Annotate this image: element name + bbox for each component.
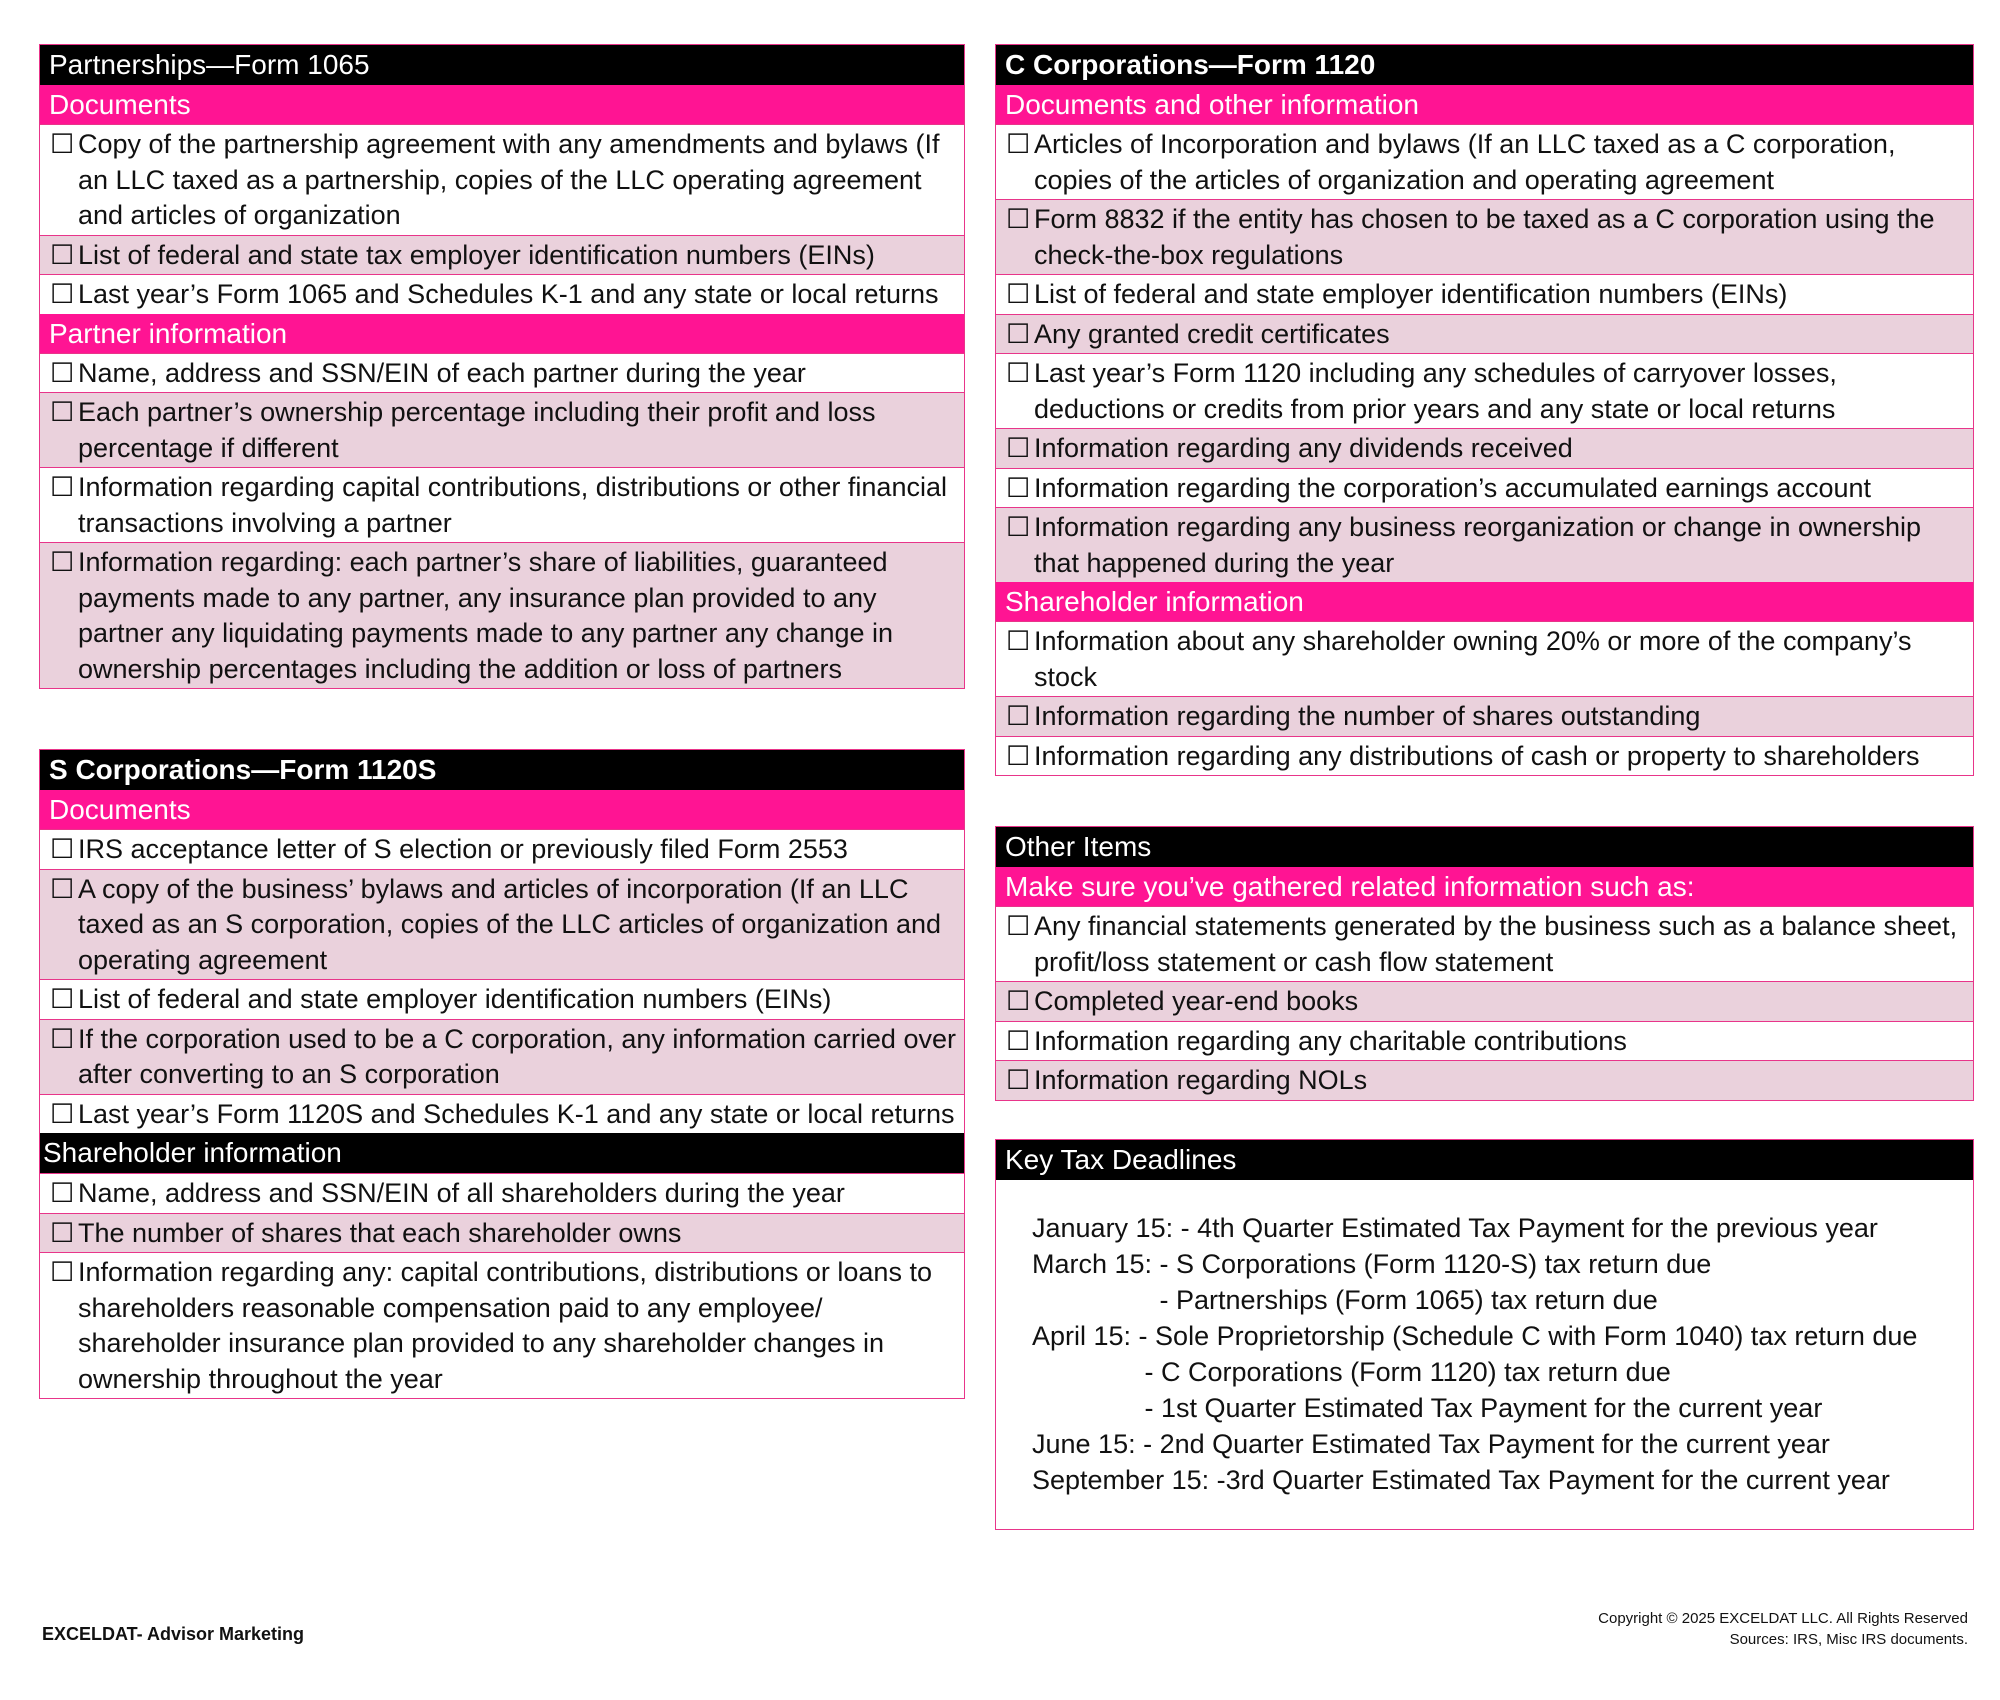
checklist-item — [40, 869, 964, 980]
checkbox-icon[interactable]: ☐ — [50, 984, 75, 1014]
checklist-item-text: List of federal and state employer identification numbers (EINs) — [1034, 279, 1788, 309]
other-items-card — [995, 826, 1974, 1101]
checklist-item-text: Completed year-end books — [1034, 986, 1359, 1016]
checklist-item-text: Last year’s Form 1120S and Schedules K-1 and any state or local returns — [78, 1098, 955, 1129]
checklist-item — [40, 235, 964, 275]
checklist-item-text: IRS acceptance letter of S election or previously filed Form 2553 — [78, 834, 848, 864]
checklist-item-text: Form 8832 if the entity has chosen to be taxed as a C corporation using the check-the-box regulations — [1034, 204, 1935, 270]
partnerships-documents-heading: Documents — [40, 85, 964, 124]
checklist-item-text: Information regarding: each partner’s share of liabilities, guaranteed payments made to any partner, any insurance plan provided to any partner any liquidating payments made to any partner any change in ownership percentages including the addition or loss of partners — [78, 547, 894, 684]
checkbox-icon[interactable]: ☐ — [50, 129, 75, 159]
deadline-line: April 15: - Sole Proprietorship (Schedule C with Form 1040) tax return due — [1032, 1321, 1918, 1351]
checklist-item — [996, 353, 1973, 428]
checklist-item-text: List of federal and state tax employer identification numbers (EINs) — [78, 239, 875, 270]
checklist-item — [996, 621, 1973, 696]
checkbox-icon[interactable]: ☐ — [50, 873, 75, 904]
checklist-item — [996, 124, 1973, 199]
checkbox-icon[interactable]: ☐ — [50, 239, 75, 270]
checkbox-icon[interactable]: ☐ — [50, 1257, 75, 1287]
footer-copyright-block — [1598, 1608, 1968, 1650]
checkbox-icon[interactable]: ☐ — [1006, 472, 1031, 503]
s-corp-documents-heading: Documents — [40, 790, 964, 829]
c-corp-title: C Corporations—Form 1120 — [996, 45, 1973, 85]
deadline-line: January 15: - 4th Quarter Estimated Tax Payment for the previous year — [1032, 1213, 1878, 1243]
checklist-item-text: Articles of Incorporation and bylaws (If an LLC taxed as a C corporation, copies of the articles of organization and operating agreement — [1034, 129, 1896, 195]
checklist-item-text: Any granted credit certificates — [1034, 318, 1390, 349]
checklist-item — [40, 1094, 964, 1134]
checklist-item-text: Last year’s Form 1065 and Schedules K-1 and any state or local returns — [78, 279, 939, 309]
checklist-item-text: Information regarding NOLs — [1034, 1065, 1368, 1095]
checkbox-icon[interactable]: ☐ — [1006, 129, 1031, 159]
checkbox-icon[interactable]: ☐ — [50, 279, 75, 309]
s-corp-title: S Corporations—Form 1120S — [40, 750, 964, 790]
checklist-item — [40, 1252, 964, 1398]
checklist-item — [996, 314, 1973, 354]
checklist-item — [996, 507, 1973, 582]
checklist-item-text: Information regarding any business reorganization or change in ownership that happened during the year — [1034, 512, 1922, 578]
deadlines-title: Key Tax Deadlines — [996, 1140, 1973, 1180]
checklist-item — [996, 199, 1973, 274]
checklist-item-text: Last year’s Form 1120 including any schedules of carryover losses, deductions or credits from prior years and any state or local returns — [1034, 358, 1837, 424]
s-corp-shareholder-heading: Shareholder information — [40, 1133, 964, 1173]
deadline-line: - Partnerships (Form 1065) tax return due — [1032, 1285, 1658, 1315]
checklist-item-text: Information regarding any charitable contributions — [1034, 1025, 1627, 1056]
checklist-item — [40, 353, 964, 393]
checklist-item — [40, 392, 964, 467]
checkbox-icon[interactable]: ☐ — [50, 1098, 75, 1129]
checkbox-icon[interactable]: ☐ — [50, 1023, 75, 1054]
checklist-item-text: Information about any shareholder owning 20% or more of the company’s stock — [1034, 626, 1912, 692]
checkbox-icon[interactable]: ☐ — [1006, 701, 1031, 731]
checkbox-icon[interactable]: ☐ — [1006, 204, 1031, 234]
c-corp-shareholder-heading: Shareholder information — [996, 582, 1973, 621]
checklist-item-text: The number of shares that each shareholder owns — [78, 1217, 682, 1248]
checklist-item — [996, 696, 1973, 736]
checklist-item — [996, 1060, 1973, 1100]
checkbox-icon[interactable]: ☐ — [1006, 279, 1031, 309]
partner-information-heading: Partner information — [40, 314, 964, 353]
deadline-line: - C Corporations (Form 1120) tax return due — [1032, 1357, 1671, 1387]
checklist-item-text: A copy of the business’ bylaws and articles of incorporation (If an LLC taxed as an S corporation, copies of the LLC articles of organization and operating agreement — [78, 873, 942, 975]
checklist-item — [40, 274, 964, 314]
checklist-item — [40, 124, 964, 235]
footer-brand: EXCELDAT- Advisor Marketing — [42, 1624, 305, 1644]
checkbox-icon[interactable]: ☐ — [1006, 1025, 1031, 1056]
checkbox-icon[interactable]: ☐ — [1006, 358, 1031, 388]
checkbox-icon[interactable]: ☐ — [1006, 433, 1031, 463]
checklist-item — [996, 1021, 1973, 1061]
checkbox-icon[interactable]: ☐ — [1006, 318, 1031, 349]
checkbox-icon[interactable]: ☐ — [1006, 1065, 1031, 1095]
checklist-item — [40, 1213, 964, 1253]
checklist-item-text: Information regarding any dividends received — [1034, 433, 1573, 463]
checklist-item-text: If the corporation used to be a C corporation, any information carried over after converting to an S corporation — [78, 1023, 956, 1089]
deadline-line: - 1st Quarter Estimated Tax Payment for the current year — [1032, 1393, 1823, 1423]
checklist-item — [40, 1019, 964, 1094]
checkbox-icon[interactable]: ☐ — [1006, 986, 1031, 1016]
checklist-item-text: Information regarding capital contributions, distributions or other financial transactions involving a partner — [78, 472, 947, 538]
checklist-item-text: Any financial statements generated by the business such as a balance sheet, profit/loss statement or cash flow statement — [1034, 911, 1958, 977]
deadlines-card — [995, 1139, 1974, 1530]
checklist-item — [40, 1173, 964, 1213]
checklist-item-text: Name, address and SSN/EIN of each partner during the year — [78, 357, 806, 388]
checklist-item-text: Information regarding the corporation’s accumulated earnings account — [1034, 472, 1871, 503]
other-items-subtitle: Make sure you’ve gathered related information such as: — [996, 867, 1973, 906]
checklist-item — [996, 981, 1973, 1021]
checklist-item — [40, 829, 964, 869]
deadline-line: June 15: - 2nd Quarter Estimated Tax Payment for the current year — [1032, 1429, 1830, 1459]
footer-copyright: Copyright © 2025 EXCELDAT LLC. All Rights Reserved — [1598, 1610, 1968, 1627]
checklist-item-text: Information regarding any: capital contributions, distributions or loans to shareholders reasonable compensation paid to any employee/ shareholder insurance plan provided to any shareholder changes in ownership throughout the year — [78, 1257, 932, 1394]
checkbox-icon[interactable]: ☐ — [1006, 512, 1031, 542]
checklist-item — [996, 906, 1973, 981]
checklist-item — [996, 468, 1973, 508]
checkbox-icon[interactable]: ☐ — [50, 1178, 75, 1208]
checkbox-icon[interactable]: ☐ — [1006, 740, 1031, 771]
checkbox-icon[interactable]: ☐ — [50, 397, 75, 427]
checkbox-icon[interactable]: ☐ — [1006, 911, 1031, 941]
checklist-item — [40, 979, 964, 1019]
checklist-item — [996, 274, 1973, 314]
other-items-title: Other Items — [996, 827, 1973, 867]
checkbox-icon[interactable]: ☐ — [50, 834, 75, 864]
checklist-item-text: Copy of the partnership agreement with any amendments and bylaws (If an LLC taxed as a partnership, copies of the LLC operating agreement and articles of organization — [78, 129, 940, 230]
checklist-item — [40, 542, 964, 688]
partnerships-title: Partnerships—Form 1065 — [40, 45, 964, 85]
checkbox-icon[interactable]: ☐ — [50, 357, 75, 388]
checklist-item-text: Information regarding any distributions of cash or property to shareholders — [1034, 740, 1920, 771]
checklist-item — [996, 428, 1973, 468]
checkbox-icon[interactable]: ☐ — [50, 1217, 75, 1248]
checkbox-icon[interactable]: ☐ — [50, 547, 75, 577]
s-corp-card — [39, 749, 965, 1399]
checkbox-icon[interactable]: ☐ — [50, 472, 75, 502]
c-corp-card — [995, 44, 1974, 776]
checkbox-icon[interactable]: ☐ — [1006, 626, 1031, 656]
checklist-item-text: Name, address and SSN/EIN of all shareholders during the year — [78, 1178, 845, 1208]
partnerships-card — [39, 44, 965, 689]
c-corp-documents-heading: Documents and other information — [996, 85, 1973, 124]
deadlines-list — [996, 1180, 1973, 1518]
footer-sources: Sources: IRS, Misc IRS documents. — [1729, 1631, 1968, 1648]
checklist-item-text: Each partner’s ownership percentage including their profit and loss percentage if different — [78, 397, 876, 463]
deadline-line: March 15: - S Corporations (Form 1120-S) tax return due — [1032, 1249, 1712, 1279]
checklist-item-text: List of federal and state employer identification numbers (EINs) — [78, 984, 832, 1014]
checklist-item — [996, 736, 1973, 776]
deadline-line: September 15: -3rd Quarter Estimated Tax Payment for the current year — [1032, 1465, 1890, 1495]
checklist-item — [40, 467, 964, 542]
checklist-item-text: Information regarding the number of shares outstanding — [1034, 701, 1701, 731]
